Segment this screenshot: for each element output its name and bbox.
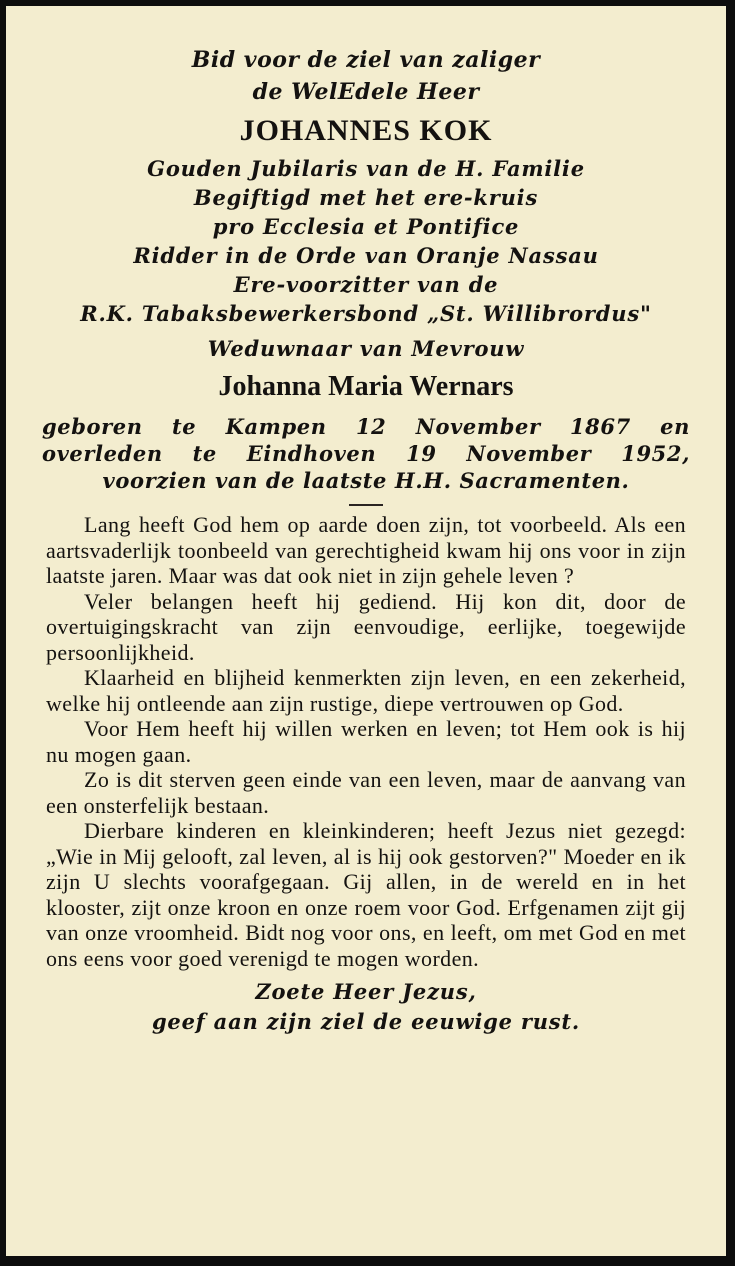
title-line: Ere-voorzitter van de [233, 272, 499, 297]
deceased-name: JOHANNES KOK [239, 114, 493, 147]
body-paragraph: Zo is dit sterven geen einde van een leven, maar de aanvang van een onsterfelijk bestaan. [46, 767, 686, 818]
body-paragraph: Dierbare kinderen en kleinkinderen; heeft Jezus niet gezegd: „Wie in Mij gelooft, zal leven, al is hij ook gestorven?" Moeder en ik zijn U slechts voorafgegaan. Gij allen, in de wereld en in het klooster, zijt onze kroon en onze roem voor God. Erfgenamen zijt gij van onze vroomheid. Bidt nog voor ons, en leeft, om met God en met ons eens voor goed verenigd te mogen worden. [46, 818, 686, 971]
prayer-line-1: Bid voor de ziel van zaliger [191, 47, 541, 73]
death-line: overleden te Eindhoven 19 November 1952, [42, 441, 690, 466]
body-paragraph: Voor Hem heeft hij willen werken en leven; tot Hem ook is hij nu mogen gaan. [46, 716, 686, 767]
birth-line: geboren te Kampen 12 November 1867 en [42, 414, 690, 439]
sacraments-line: voorzien van de laatste H.H. Sacramenten. [102, 468, 630, 493]
spouse-name: Johanna Maria Wernars [218, 371, 514, 402]
honorary-titles [42, 154, 690, 363]
closing-line-2: geef aan zijn ziel de eeuwige rust. [151, 1009, 581, 1034]
body-paragraph: Lang heeft God hem op aarde doen zijn, tot voorbeeld. Als een aartsvaderlijk toonbeeld van gerechtigheid kwam hij ons voor in zijn laatste jaren. Maar was dat ook niet in zijn gehele leven ? [46, 512, 686, 588]
memorial-card [6, 6, 726, 1256]
title-line: Ridder in de Orde van Oranje Nassau [133, 243, 599, 268]
closing-line-1: Zoete Heer Jezus, [255, 979, 477, 1004]
life-dates [42, 413, 690, 494]
title-line: Gouden Jubilaris van de H. Familie [147, 156, 585, 181]
widower-line: Weduwnaar van Mevrouw [207, 336, 525, 361]
body-paragraph: Veler belangen heeft hij gediend. Hij kon dit, door de overtuigingskracht van zijn eenvoudige, eerlijke, toegewijde persoonlijkheid. [46, 588, 686, 665]
title-line: pro Ecclesia et Pontifice [212, 214, 520, 239]
prayer-line-2: de WelEdele Heer [252, 79, 480, 105]
title-line: R.K. Tabaksbewerkersbond „St. Willibrordus" [80, 301, 652, 326]
memorial-text [42, 512, 690, 971]
title-line: Begiftigd met het ere-kruis [193, 185, 539, 210]
body-paragraph: Klaarheid en blijheid kenmerkten zijn leven, en een zekerheid, welke hij ontleende aan zijn rustige, diepe vertrouwen op God. [46, 665, 686, 716]
prayer-intro [42, 44, 690, 108]
divider [349, 504, 383, 506]
closing-prayer [42, 977, 690, 1037]
